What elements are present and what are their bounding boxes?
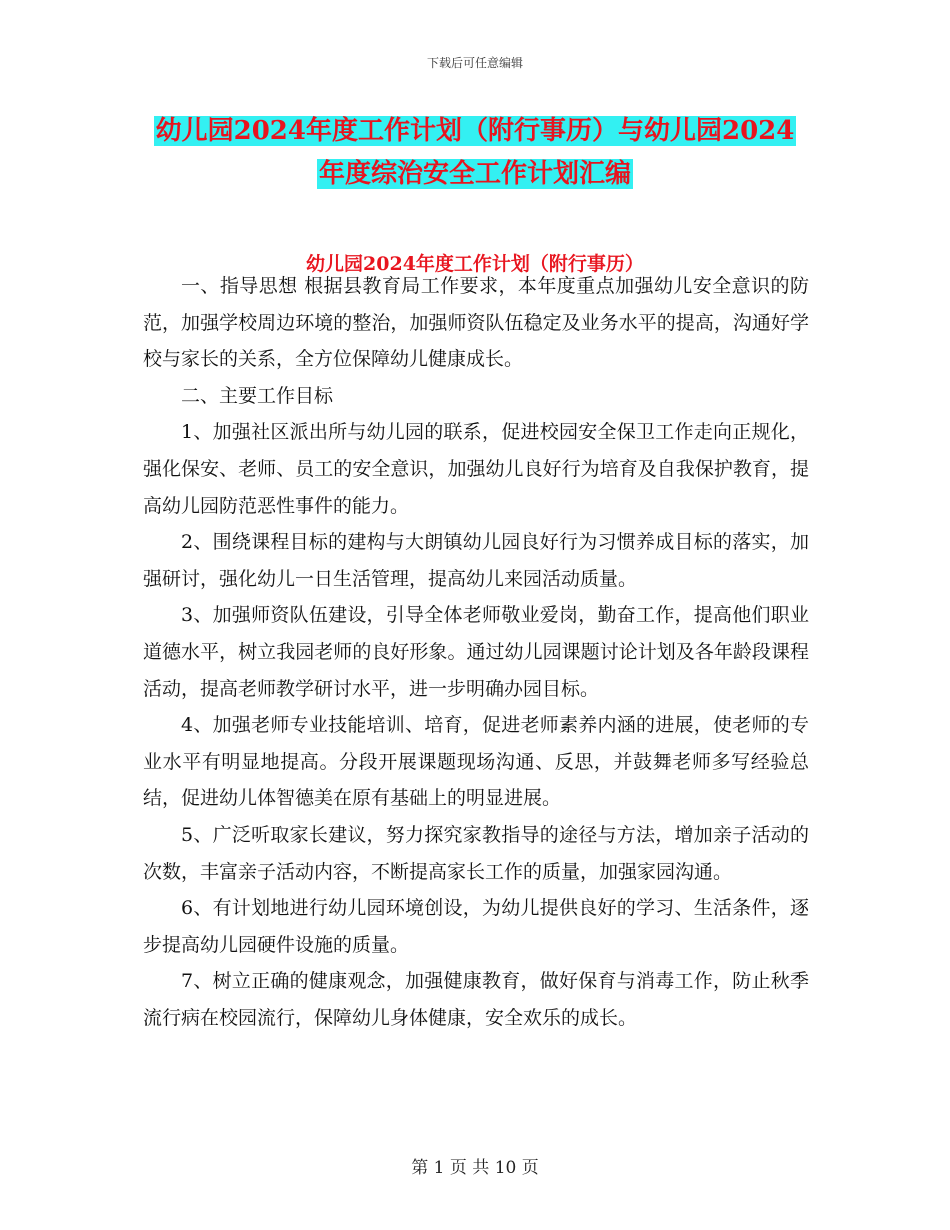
paragraph-goal-1: 1、加强社区派出所与幼儿园的联系，促进校园安全保卫工作走向正规化，强化保安、老师、员工的安全意识，加强幼儿良好行为培育及自我保护教育，提高幼儿园防范恶性事件的能力。 bbox=[143, 421, 809, 517]
document-title-line-1 bbox=[0, 113, 950, 149]
document-title-line-2 bbox=[0, 156, 950, 192]
paragraph-goal-2: 2、围绕课程目标的建构与大朗镇幼儿园良好行为习惯养成目标的落实，加强研讨，强化幼儿一日生活管理，提高幼儿来园活动质量。 bbox=[143, 531, 809, 590]
paragraph-main-goals-heading: 二、主要工作目标 bbox=[181, 384, 334, 407]
paragraph-guiding-ideology: 一、指导思想 根据县教育局工作要求，本年度重点加强幼儿安全意识的防范，加强学校周边环境的整治，加强师资队伍稳定及业务水平的提高，沟通好学校与家长的关系，全方位保障幼儿健康成长。 bbox=[143, 275, 809, 371]
paragraph-goal-6: 6、有计划地进行幼儿园环境创设，为幼儿提供良好的学习、生活条件，逐步提高幼儿园硬件设施的质量。 bbox=[143, 897, 809, 956]
document-body bbox=[143, 268, 809, 1036]
paragraph-goal-3: 3、加强师资队伍建设，引导全体老师敬业爱岗，勤奋工作，提高他们职业道德水平，树立我园老师的良好形象。通过幼儿园课题讨论计划及各年龄段课程活动，提高老师教学研讨水平，进一步明确办园目标。 bbox=[143, 604, 809, 700]
title-highlight: 幼儿园2024年度工作计划（附行事历）与幼儿园2024 bbox=[155, 116, 795, 146]
header-note: 下载后可任意编辑 bbox=[426, 56, 523, 70]
title-highlight: 年度综治安全工作计划汇编 bbox=[318, 159, 631, 189]
paragraph-goal-4: 4、加强老师专业技能培训、培育，促进老师素养内涵的进展，使老师的专业水平有明显地提高。分段开展课题现场沟通、反思，并鼓舞老师多写经验总结，促进幼儿体智德美在原有基础上的明显进展。 bbox=[143, 714, 809, 810]
page-number-footer: 第 1 页 共 10 页 bbox=[411, 1158, 539, 1178]
section-title: 幼儿园2024年度工作计划（附行事历） bbox=[306, 253, 644, 275]
paragraph-goal-7: 7、树立正确的健康观念，加强健康教育，做好保育与消毒工作，防止秋季流行病在校园流行，保障幼儿身体健康，安全欢乐的成长。 bbox=[143, 970, 809, 1029]
paragraph-goal-5: 5、广泛听取家长建议，努力探究家教指导的途径与方法，增加亲子活动的次数，丰富亲子活动内容，不断提高家长工作的质量，加强家园沟通。 bbox=[143, 823, 809, 883]
